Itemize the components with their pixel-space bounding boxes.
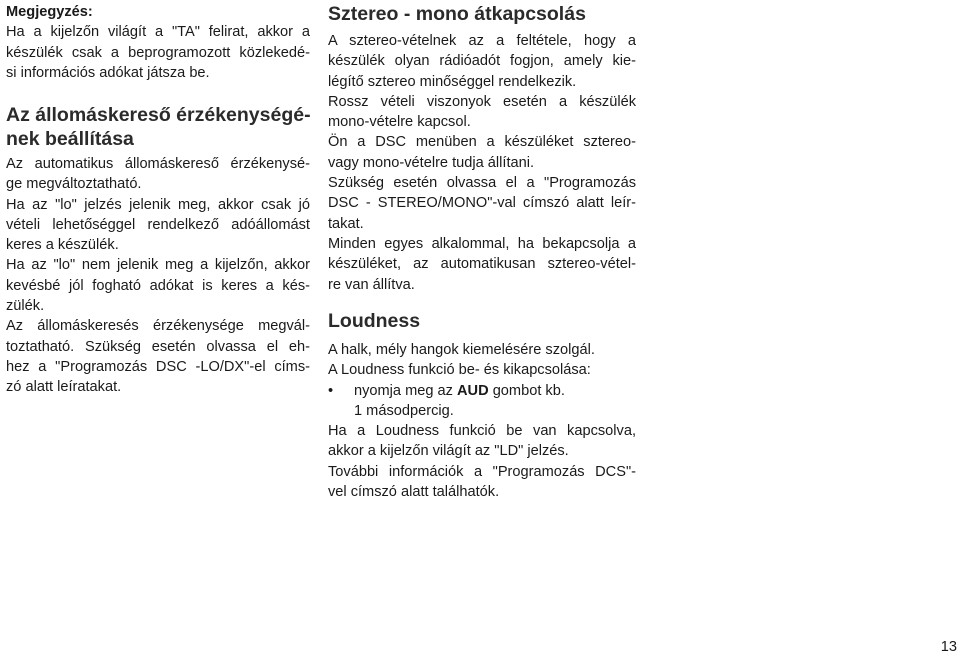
paragraph-line: zülék.	[6, 298, 45, 315]
paragraph-line: kevésbé jól fogható adókat is keres a kés-	[6, 277, 310, 294]
section-heading-stereo-mono: Sztereo - mono átkapcsolás	[328, 3, 586, 25]
paragraph-line: re van állítva.	[328, 276, 415, 293]
bullet-continuation: 1 másodpercig.	[354, 402, 454, 419]
paragraph-line: Ha az "lo" nem jelenik meg a kijelzőn, akkor	[6, 257, 310, 274]
paragraph-line: További információk a "Programozás DCS"-	[328, 463, 636, 480]
paragraph-line: DSC - STEREO/MONO"-val címszó alatt leír-	[328, 195, 636, 212]
paragraph-line: mono-vételre kapcsol.	[328, 114, 471, 131]
note-block	[6, 2, 310, 83]
bullet-icon: •	[328, 382, 334, 399]
paragraph-line: Ön a DSC menüben a készüléket sztereo-	[328, 134, 636, 151]
paragraph-line: akkor a kijelzőn világít az "LD" jelzés.	[328, 443, 569, 460]
body-text	[6, 154, 310, 398]
section-heading	[6, 103, 310, 151]
paragraph-line: Az állomáskeresés érzékenysége megvál-	[6, 318, 310, 335]
heading-line: nek beállítása	[6, 128, 134, 150]
bullet-item	[328, 381, 636, 401]
paragraph-line: A halk, mély hangok kiemelésére szolgál.	[328, 342, 595, 358]
key-label-aud: AUD	[457, 382, 489, 399]
paragraph-line: vételi lehetőséggel rendelkező adóállomást	[6, 216, 310, 233]
paragraph-line: ge megváltoztatható.	[6, 176, 142, 193]
note-line: készülék csak a beprogramozott közlekedé-	[6, 44, 310, 61]
body-text	[328, 31, 636, 295]
paragraph-line: Ha az "lo" jelzés jelenik meg, akkor csak jó	[6, 196, 310, 213]
paragraph-line: vel címszó alatt találhatók.	[328, 484, 500, 501]
paragraph-line: légítő sztereo minőséggel rendelkezik.	[328, 73, 577, 90]
paragraph-line: Rossz vételi viszonyok esetén a készülék	[328, 93, 636, 110]
paragraph-line: takat.	[328, 215, 364, 232]
bullet-text: nyomja meg az	[354, 382, 458, 399]
paragraph-line: zó alatt leíratakat.	[6, 379, 122, 396]
paragraph-line: készüléket, az automatikusan sztereo-vétel-	[328, 256, 636, 273]
note-label: Megjegyzés:	[6, 4, 93, 20]
paragraph-line: készülék olyan rádióadót fogjon, amely kie-	[328, 53, 636, 70]
paragraph-line: Ha a Loudness funkció be van kapcsolva,	[328, 423, 636, 440]
paragraph-line: Az automatikus állomáskereső érzékenysé-	[6, 156, 310, 172]
paragraph-line: Szükség esetén olvassa el a "Programozás	[328, 175, 636, 192]
paragraph-line: A Loudness funkció be- és kikapcsolása:	[328, 362, 591, 379]
paragraph-line: hez a "Programozás DSC -LO/DX"-el címs-	[6, 358, 310, 375]
note-line: Ha a kijelzőn világít a "TA" felirat, akkor a	[6, 24, 310, 41]
section-heading-loudness: Loudness	[328, 310, 421, 332]
bullet-text: gombot kb.	[488, 382, 565, 399]
page-number: 13	[940, 639, 957, 655]
paragraph-line: A sztereo-vételnek az a feltétele, hogy a	[328, 33, 636, 49]
body-text	[328, 340, 636, 502]
paragraph-line: toztatható. Szükség esetén olvassa el eh-	[6, 338, 310, 355]
paragraph-line: keres a készülék.	[6, 237, 119, 254]
note-line: si információs adókat játsza be.	[6, 64, 210, 81]
paragraph-line: vagy mono-vételre tudja állítani.	[328, 154, 535, 171]
paragraph-line: Minden egyes alkalommal, ha bekapcsolja a	[328, 235, 636, 252]
heading-line: Az állomáskereső érzékenységé-	[6, 104, 311, 126]
